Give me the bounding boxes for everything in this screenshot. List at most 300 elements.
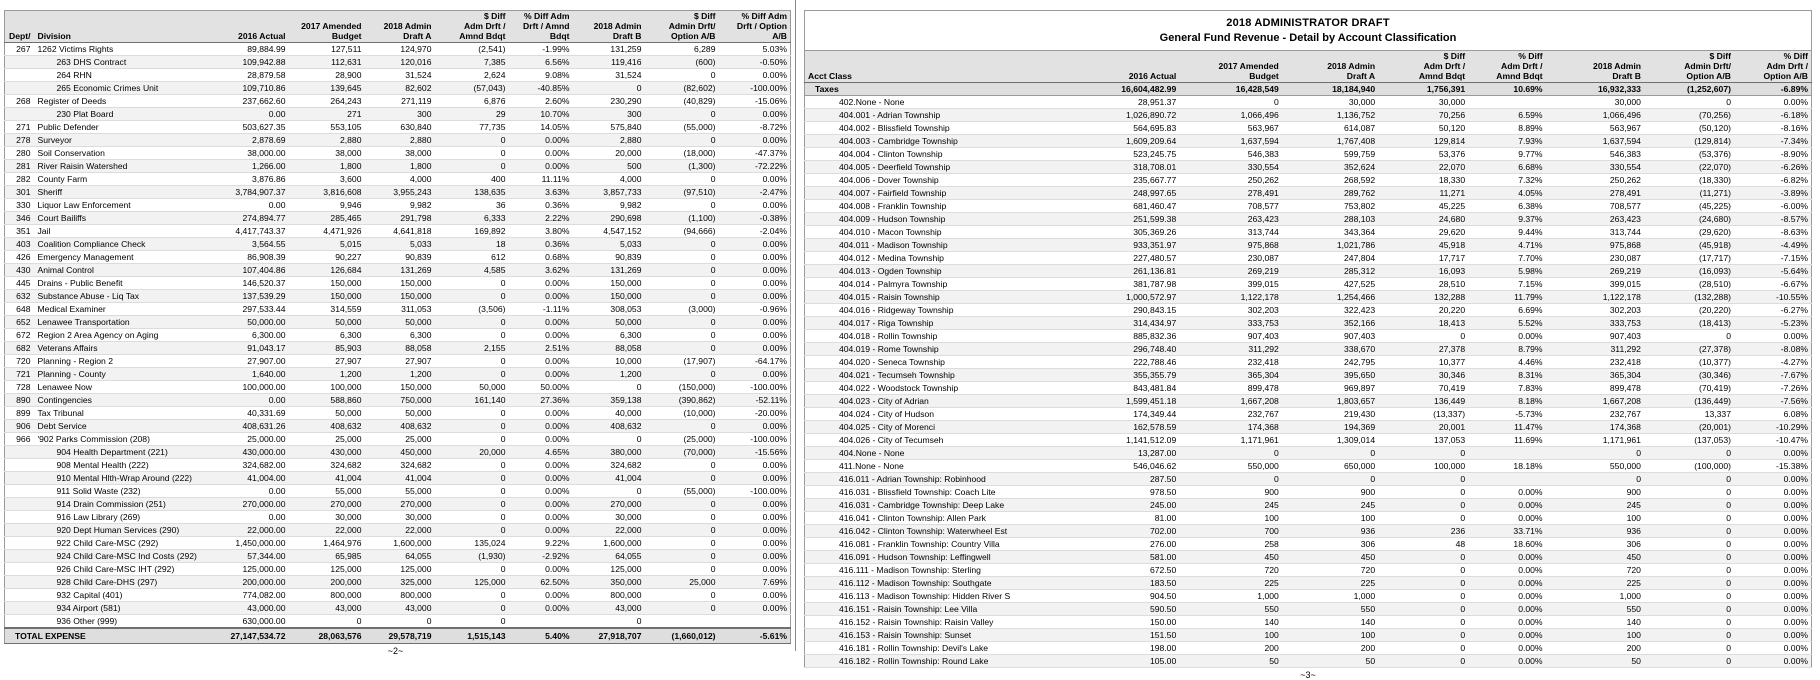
- table-row[interactable]: [805, 447, 1812, 460]
- cell-value-3: 630,840: [365, 121, 435, 134]
- cell-division: 910 Mental Hlth-Wrap Around (222): [35, 472, 205, 485]
- cell-value-4: 18,330: [1378, 174, 1468, 187]
- table-row[interactable]: [5, 95, 791, 108]
- cell-value-2: 546,383: [1179, 148, 1282, 161]
- cell-value-3: 306: [1282, 538, 1378, 551]
- cell-value-3: 25,000: [365, 433, 435, 446]
- cell-value-3: 450: [1282, 551, 1378, 564]
- cell-value-8: 0.00%: [719, 368, 791, 381]
- table-row[interactable]: [805, 343, 1812, 356]
- cell-value-1: 57,344.00: [205, 550, 289, 563]
- cell-value-8: 0.00%: [719, 563, 791, 576]
- cell-value-3: 43,000: [365, 602, 435, 615]
- cell-value-1: 251,599.38: [1066, 213, 1179, 226]
- table-row[interactable]: [805, 252, 1812, 265]
- cell-value-3: 907,403: [1282, 330, 1378, 343]
- cell-value-5: 11.47%: [1468, 421, 1545, 434]
- cell-dept: [5, 563, 35, 576]
- cell-value-5: 0.00%: [509, 498, 573, 511]
- cell-dept: 271: [5, 121, 35, 134]
- cell-division: Region 2 Area Agency on Aging: [35, 329, 205, 342]
- cell-value-8: -2.04%: [719, 225, 791, 238]
- cell-value-7: (24,680): [1644, 213, 1734, 226]
- cell-value-8: -2.47%: [719, 186, 791, 199]
- cell-value-4: 0: [435, 407, 509, 420]
- cell-value-3: 325,000: [365, 576, 435, 589]
- cell-value-7: (40,829): [645, 95, 719, 108]
- total-value-2: 28,063,576: [289, 628, 365, 644]
- cell-division: Drains - Public Benefit: [35, 277, 205, 290]
- table-row[interactable]: [805, 499, 1812, 512]
- cell-value-2: 588,860: [289, 394, 365, 407]
- cell-value-1: 546,046.62: [1066, 460, 1179, 473]
- table-row[interactable]: [805, 317, 1812, 330]
- table-row[interactable]: [805, 330, 1812, 343]
- table-row[interactable]: [805, 369, 1812, 382]
- table-row[interactable]: [805, 603, 1812, 616]
- cell-value-2: 100: [1179, 629, 1282, 642]
- cell-value-5: 6.59%: [1468, 109, 1545, 122]
- cell-value-7: (70,256): [1644, 109, 1734, 122]
- cell-value-7: 0: [645, 602, 719, 615]
- cell-value-2: 550: [1179, 603, 1282, 616]
- cell-value-8: 0.00%: [719, 264, 791, 277]
- cell-division: 263 DHS Contract: [35, 56, 205, 69]
- cell-dept: 430: [5, 264, 35, 277]
- table-row[interactable]: [805, 512, 1812, 525]
- table-row[interactable]: [5, 524, 791, 537]
- cell-value-6: 0: [1546, 473, 1644, 486]
- cell-value-7: 0: [1644, 616, 1734, 629]
- cell-value-7: 0: [645, 238, 719, 251]
- cell-value-5: 4.71%: [1468, 239, 1545, 252]
- table-row[interactable]: [805, 408, 1812, 421]
- cell-value-4: (3,506): [435, 303, 509, 316]
- cell-value-6: 899,478: [1546, 382, 1644, 395]
- table-row[interactable]: [805, 187, 1812, 200]
- cell-dept: 906: [5, 420, 35, 433]
- cell-acct-class: 404.024 - City of Hudson: [805, 408, 1067, 421]
- cell-value-3: 352,624: [1282, 161, 1378, 174]
- table-row[interactable]: [5, 420, 791, 433]
- cell-value-1: 296,748.40: [1066, 343, 1179, 356]
- cell-value-7: 0: [645, 108, 719, 121]
- table-row[interactable]: [5, 368, 791, 381]
- table-row[interactable]: [5, 381, 791, 394]
- table-row[interactable]: [805, 161, 1812, 174]
- cell-acct-class: 416.112 - Madison Township: Southgate: [805, 577, 1067, 590]
- cell-division: Public Defender: [35, 121, 205, 134]
- table-row[interactable]: [5, 56, 791, 69]
- cell-value-4: 20,000: [435, 446, 509, 459]
- cell-division: Substance Abuse - Liq Tax: [35, 290, 205, 303]
- cell-value-1: 43,000.00: [205, 602, 289, 615]
- l3: Bdqt: [549, 31, 570, 42]
- table-row[interactable]: [5, 69, 791, 82]
- cell-value-4: 0: [435, 563, 509, 576]
- table-row[interactable]: [5, 576, 791, 589]
- cell-value-3: 324,682: [365, 459, 435, 472]
- cell-value-6: 324,682: [573, 459, 645, 472]
- cell-value-6: 100: [1546, 629, 1644, 642]
- cell-value-4: 10,377: [1378, 356, 1468, 369]
- cell-value-8: 0.00%: [719, 511, 791, 524]
- cell-value-6: 140: [1546, 616, 1644, 629]
- cell-value-6: 131,259: [573, 43, 645, 56]
- table-row[interactable]: [5, 121, 791, 134]
- cell-value-3: 338,670: [1282, 343, 1378, 356]
- cell-division: Emergency Management: [35, 251, 205, 264]
- cell-value-2: 6,300: [289, 329, 365, 342]
- table-row[interactable]: [5, 277, 791, 290]
- cell-value-3: 4,641,818: [365, 225, 435, 238]
- cell-value-3: 0: [1282, 473, 1378, 486]
- cell-value-7: 0: [645, 420, 719, 433]
- group-value-4: 1,756,391: [1378, 83, 1468, 96]
- table-row[interactable]: [5, 147, 791, 160]
- cell-value-7: 0: [1644, 590, 1734, 603]
- cell-value-6: 9,982: [573, 199, 645, 212]
- cell-value-4: 0: [1378, 642, 1468, 655]
- table-row[interactable]: [805, 434, 1812, 447]
- cell-dept: 632: [5, 290, 35, 303]
- cell-value-1: 40,331.69: [205, 407, 289, 420]
- table-row[interactable]: [5, 602, 791, 615]
- cell-division: 922 Child Care-MSC (292): [35, 537, 205, 550]
- account-group-row[interactable]: [805, 83, 1812, 96]
- table-row[interactable]: [5, 615, 791, 629]
- cell-value-3: 720: [1282, 564, 1378, 577]
- table-row[interactable]: [5, 550, 791, 563]
- cell-value-2: 1,464,976: [289, 537, 365, 550]
- cell-value-4: 0: [435, 277, 509, 290]
- cell-value-1: 297,533.44: [205, 303, 289, 316]
- cell-value-8: -15.06%: [719, 95, 791, 108]
- table-row[interactable]: [5, 303, 791, 316]
- table-row[interactable]: [805, 577, 1812, 590]
- table-row[interactable]: [805, 564, 1812, 577]
- expense-table-body: [5, 43, 791, 644]
- table-row[interactable]: [5, 199, 791, 212]
- table-row[interactable]: [805, 265, 1812, 278]
- table-row[interactable]: [805, 278, 1812, 291]
- table-row[interactable]: [5, 472, 791, 485]
- cell-value-3: 30,000: [365, 511, 435, 524]
- cell-value-7: 0: [1644, 538, 1734, 551]
- cell-value-2: 311,292: [1179, 343, 1282, 356]
- cell-value-5: 0.00%: [509, 602, 573, 615]
- table-row[interactable]: [5, 446, 791, 459]
- cell-value-5: 0.00%: [1468, 603, 1545, 616]
- cell-value-1: 41,004.00: [205, 472, 289, 485]
- cell-value-1: 125,000.00: [205, 563, 289, 576]
- cell-value-5: 6.56%: [509, 56, 573, 69]
- cell-value-5: 0.00%: [509, 147, 573, 160]
- cell-acct-class: 404.003 - Cambridge Township: [805, 135, 1067, 148]
- cell-acct-class: 416.042 - Clinton Township: Waterwheel Est: [805, 525, 1067, 538]
- cell-value-4: 136,449: [1378, 395, 1468, 408]
- cell-value-7: (390,862): [645, 394, 719, 407]
- table-row[interactable]: [5, 212, 791, 225]
- cell-dept: [5, 615, 35, 629]
- l1: $ Diff: [1443, 51, 1466, 61]
- total-value-7: (1,660,012): [645, 628, 719, 644]
- cell-value-7: (27,378): [1644, 343, 1734, 356]
- cell-value-4: 70,256: [1378, 109, 1468, 122]
- cell-value-7: 0: [645, 563, 719, 576]
- cell-value-1: 381,787.98: [1066, 278, 1179, 291]
- cell-value-5: 0.00%: [509, 459, 573, 472]
- cell-value-1: 28,879.58: [205, 69, 289, 82]
- table-row[interactable]: [5, 225, 791, 238]
- cell-value-5: [1468, 447, 1545, 460]
- cell-value-3: 1,600,000: [365, 537, 435, 550]
- cell-value-6: 408,632: [573, 420, 645, 433]
- table-row[interactable]: [805, 356, 1812, 369]
- cell-value-5: 9.44%: [1468, 226, 1545, 239]
- cell-value-3: 194,369: [1282, 421, 1378, 434]
- table-row[interactable]: [5, 251, 791, 264]
- cell-dept: [5, 498, 35, 511]
- cell-value-2: 1,637,594: [1179, 135, 1282, 148]
- cell-value-3: 322,423: [1282, 304, 1378, 317]
- cell-value-3: 1,200: [365, 368, 435, 381]
- cell-value-1: 27,907.00: [205, 355, 289, 368]
- table-row[interactable]: [5, 342, 791, 355]
- table-row[interactable]: [5, 238, 791, 251]
- cell-value-1: 681,460.47: [1066, 200, 1179, 213]
- col-r-2017-amended-budget: [1179, 51, 1282, 83]
- cell-value-3: 969,897: [1282, 382, 1378, 395]
- cell-value-7: (600): [645, 56, 719, 69]
- cell-value-7: (150,000): [645, 381, 719, 394]
- col-r-2018-admin-draft-a: [1282, 51, 1378, 83]
- table-row[interactable]: [5, 173, 791, 186]
- cell-value-8: -6.27%: [1734, 304, 1812, 317]
- cell-acct-class: 404.009 - Hudson Township: [805, 213, 1067, 226]
- cell-value-2: 1,200: [289, 368, 365, 381]
- table-row[interactable]: [805, 655, 1812, 668]
- l1: $ Diff: [694, 11, 716, 21]
- cell-dept: 648: [5, 303, 35, 316]
- cell-division: 926 Child Care-MSC IHT (292): [35, 563, 205, 576]
- cell-value-2: 3,600: [289, 173, 365, 186]
- cell-value-3: 3,955,243: [365, 186, 435, 199]
- cell-acct-class: 404.016 - Ridgeway Township: [805, 304, 1067, 317]
- cell-acct-class: 416.152 - Raisin Township: Raisin Valley: [805, 616, 1067, 629]
- cell-division: 1262 Victims Rights: [35, 43, 205, 56]
- cell-value-1: 430,000.00: [205, 446, 289, 459]
- table-row[interactable]: [805, 109, 1812, 122]
- table-row[interactable]: [805, 135, 1812, 148]
- cell-value-8: -8.72%: [719, 121, 791, 134]
- table-row[interactable]: [805, 616, 1812, 629]
- l3: Amnd Bdqt: [459, 31, 506, 42]
- table-row[interactable]: [805, 239, 1812, 252]
- cell-value-7: 0: [645, 69, 719, 82]
- cell-value-1: 200,000.00: [205, 576, 289, 589]
- cell-value-1: 270,000.00: [205, 498, 289, 511]
- cell-value-7: 13,337: [1644, 408, 1734, 421]
- table-row[interactable]: [805, 291, 1812, 304]
- table-row[interactable]: [5, 186, 791, 199]
- cell-value-4: 0: [435, 472, 509, 485]
- cell-value-2: 907,403: [1179, 330, 1282, 343]
- cell-acct-class: 416.182 - Rollin Township: Round Lake: [805, 655, 1067, 668]
- table-row[interactable]: [805, 538, 1812, 551]
- table-row[interactable]: [5, 108, 791, 121]
- table-row[interactable]: [805, 473, 1812, 486]
- table-row[interactable]: [805, 96, 1812, 109]
- l2: Admin Drft/: [1684, 61, 1731, 72]
- table-row[interactable]: [805, 590, 1812, 603]
- cell-value-8: 0.00%: [719, 498, 791, 511]
- cell-value-4: 0: [435, 433, 509, 446]
- table-row[interactable]: [805, 148, 1812, 161]
- cell-value-7: 0: [1644, 330, 1734, 343]
- cell-acct-class: 416.151 - Raisin Township: Lee Villa: [805, 603, 1067, 616]
- table-row[interactable]: [5, 160, 791, 173]
- cell-value-4: (57,043): [435, 82, 509, 95]
- cell-value-1: 137,539.29: [205, 290, 289, 303]
- table-row[interactable]: [5, 82, 791, 95]
- cell-value-7: (53,376): [1644, 148, 1734, 161]
- cell-value-2: 553,105: [289, 121, 365, 134]
- table-row[interactable]: [5, 433, 791, 446]
- table-row[interactable]: [805, 460, 1812, 473]
- table-row[interactable]: [805, 174, 1812, 187]
- cell-value-6: 365,304: [1546, 369, 1644, 382]
- table-row[interactable]: [5, 511, 791, 524]
- total-value-3: 29,578,719: [365, 628, 435, 644]
- cell-value-8: -5.23%: [1734, 317, 1812, 330]
- table-row[interactable]: [5, 459, 791, 472]
- cell-value-1: 287.50: [1066, 473, 1179, 486]
- cell-value-4: 18,413: [1378, 317, 1468, 330]
- table-row[interactable]: [805, 551, 1812, 564]
- table-row[interactable]: [805, 122, 1812, 135]
- table-row[interactable]: [5, 43, 791, 56]
- cell-value-8: -47.37%: [719, 147, 791, 160]
- table-row[interactable]: [805, 486, 1812, 499]
- cell-value-4: 20,001: [1378, 421, 1468, 434]
- table-row[interactable]: [805, 525, 1812, 538]
- cell-value-8: 0.00%: [719, 342, 791, 355]
- cell-value-2: 1,066,496: [1179, 109, 1282, 122]
- table-row[interactable]: [805, 395, 1812, 408]
- cell-value-7: (29,620): [1644, 226, 1734, 239]
- table-row[interactable]: [805, 421, 1812, 434]
- cell-dept: 721: [5, 368, 35, 381]
- cell-value-2: 43,000: [289, 602, 365, 615]
- cell-division: Debt Service: [35, 420, 205, 433]
- cell-value-6: 125,000: [573, 563, 645, 576]
- cell-value-5: 2.22%: [509, 212, 573, 225]
- cell-value-4: 70,419: [1378, 382, 1468, 395]
- l2: Adm Drft /: [463, 21, 506, 32]
- cell-value-6: 1,637,594: [1546, 135, 1644, 148]
- cell-value-8: -6.18%: [1734, 109, 1812, 122]
- cell-value-1: 3,784,907.37: [205, 186, 289, 199]
- l1: 2018 Admin: [593, 21, 642, 32]
- cell-value-2: 127,511: [289, 43, 365, 56]
- table-row[interactable]: [5, 589, 791, 602]
- cell-value-5: 6.68%: [1468, 161, 1545, 174]
- table-row[interactable]: [5, 537, 791, 550]
- cell-value-7: 0: [645, 290, 719, 303]
- cell-acct-class: 404.021 - Tecumseh Township: [805, 369, 1067, 382]
- table-row[interactable]: [5, 407, 791, 420]
- cell-value-2: 55,000: [289, 485, 365, 498]
- table-row[interactable]: [805, 629, 1812, 642]
- cell-value-6: 563,967: [1546, 122, 1644, 135]
- cell-value-2: 150,000: [289, 277, 365, 290]
- cell-value-2: 126,684: [289, 264, 365, 277]
- cell-value-7: (3,000): [645, 303, 719, 316]
- table-row[interactable]: [805, 382, 1812, 395]
- table-row[interactable]: [805, 226, 1812, 239]
- cell-value-5: 5.52%: [1468, 317, 1545, 330]
- table-row[interactable]: [5, 485, 791, 498]
- cell-value-1: 276.00: [1066, 538, 1179, 551]
- l2: Budget: [1249, 71, 1279, 82]
- cell-value-6: 399,015: [1546, 278, 1644, 291]
- cell-value-7: 0: [1644, 447, 1734, 460]
- table-row[interactable]: [5, 134, 791, 147]
- cell-value-1: 237,662.60: [205, 95, 289, 108]
- cell-value-2: 1,667,208: [1179, 395, 1282, 408]
- cell-acct-class: 416.031 - Blissfield Township: Coach Lite: [805, 486, 1067, 499]
- cell-value-5: 9.77%: [1468, 148, 1545, 161]
- cell-value-3: 50: [1282, 655, 1378, 668]
- table-row[interactable]: [5, 355, 791, 368]
- cell-value-2: 245: [1179, 499, 1282, 512]
- cell-value-5: 6.38%: [1468, 200, 1545, 213]
- table-row[interactable]: [805, 213, 1812, 226]
- cell-value-4: (1,930): [435, 550, 509, 563]
- cell-value-3: 750,000: [365, 394, 435, 407]
- cell-value-4: 0: [1378, 499, 1468, 512]
- cell-value-7: 0: [645, 277, 719, 290]
- cell-value-8: 0.00%: [719, 329, 791, 342]
- table-row[interactable]: [805, 200, 1812, 213]
- cell-value-2: 430,000: [289, 446, 365, 459]
- table-row[interactable]: [5, 498, 791, 511]
- cell-dept: 966: [5, 433, 35, 446]
- table-row[interactable]: [5, 563, 791, 576]
- cell-value-8: -8.08%: [1734, 343, 1812, 356]
- l1: $ Diff: [484, 11, 506, 21]
- cell-value-1: 198.00: [1066, 642, 1179, 655]
- cell-value-5: 8.89%: [1468, 122, 1545, 135]
- table-row[interactable]: [5, 290, 791, 303]
- cell-value-6: 900: [1546, 486, 1644, 499]
- table-row[interactable]: [805, 304, 1812, 317]
- cell-value-1: 503,627.35: [205, 121, 289, 134]
- table-row[interactable]: [5, 264, 791, 277]
- cell-value-3: 225: [1282, 577, 1378, 590]
- table-row[interactable]: [5, 316, 791, 329]
- table-row[interactable]: [5, 329, 791, 342]
- cell-value-7: 0: [645, 368, 719, 381]
- cell-acct-class: 404.014 - Palmyra Township: [805, 278, 1067, 291]
- table-row[interactable]: [805, 642, 1812, 655]
- cell-value-8: 0.00%: [1734, 577, 1812, 590]
- table-row[interactable]: [5, 394, 791, 407]
- revenue-header-row: [805, 51, 1812, 83]
- cell-value-3: 4,000: [365, 173, 435, 186]
- cell-value-8: -4.27%: [1734, 356, 1812, 369]
